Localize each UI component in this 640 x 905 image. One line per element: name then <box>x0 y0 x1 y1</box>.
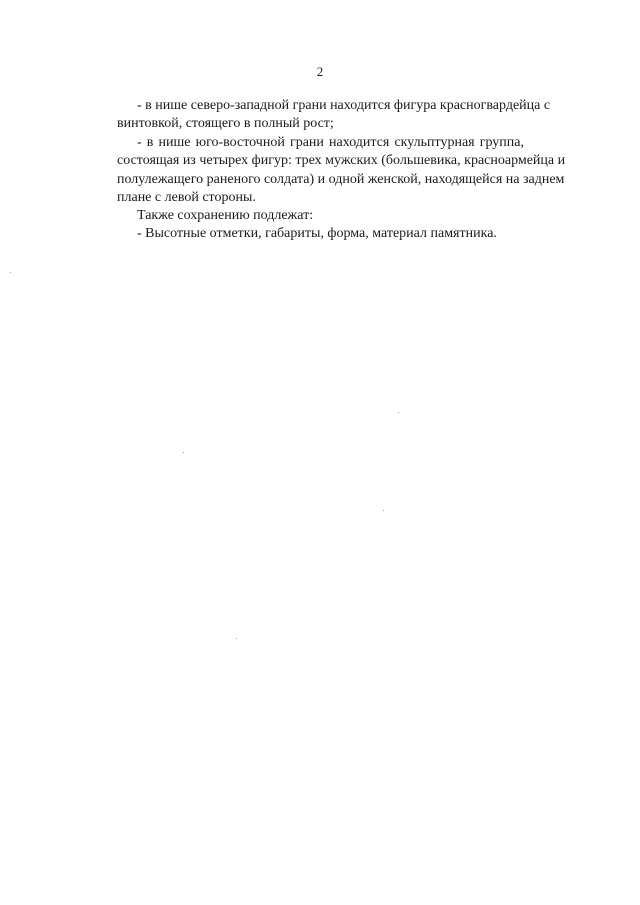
paragraph-line: Также сохранению подлежат: <box>137 208 314 223</box>
scan-speck <box>236 638 237 639</box>
scan-speck <box>398 412 399 413</box>
paragraph-line: винтовкой, стоящего в полный рост; <box>117 116 334 131</box>
page-number: 2 <box>316 64 324 79</box>
paragraph-line: полулежащего раненого солдата) и одной женской, находящейся на заднем <box>117 172 565 187</box>
paragraph-line: - Высотные отметки, габариты, форма, материал памятника. <box>137 226 497 241</box>
scan-speck <box>383 510 384 511</box>
scan-speck <box>183 452 184 453</box>
paragraph-line: плане с левой стороны. <box>117 190 256 205</box>
paragraph-line: - в нише северо-западной грани находится фигура красногвардейца с <box>137 98 551 113</box>
paragraph-line: состоящая из четырех фигур: трех мужских (большевика, красноармейца и <box>117 153 566 168</box>
paragraph-line: - в нише юго-восточной грани находится скульптурная группа, <box>137 135 524 150</box>
scan-speck <box>10 272 11 273</box>
